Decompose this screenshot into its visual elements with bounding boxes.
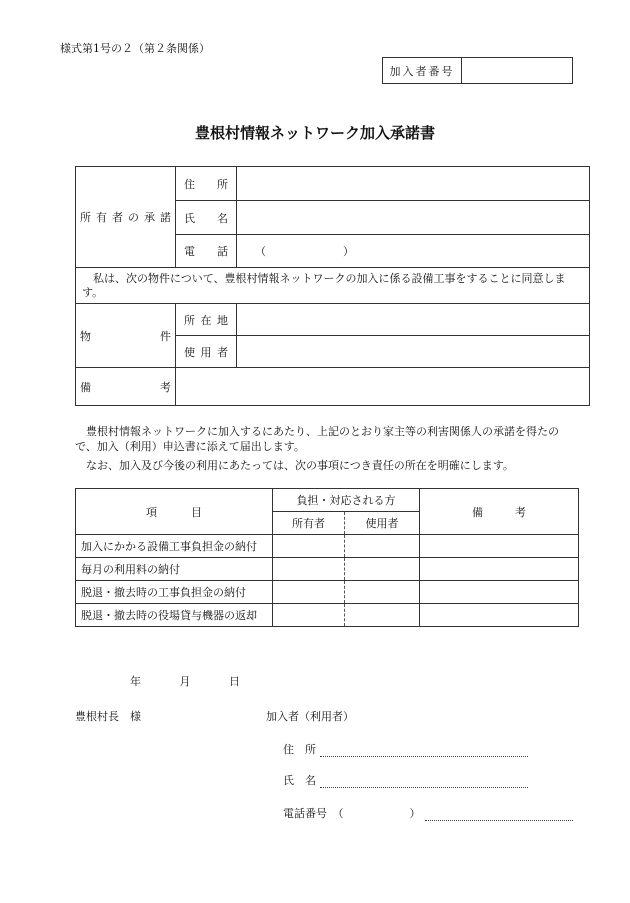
applicant-phone-field[interactable] (425, 805, 574, 821)
applicant-name-field[interactable] (320, 772, 528, 788)
date-day: 日 (229, 675, 240, 688)
intro-paragraph-2: なお、加入及び今後の利用にあたっては、次の事項につき責任の所在を明確にします。 (75, 459, 514, 472)
member-number-label: 加入者番号 (383, 58, 462, 84)
date-line (130, 673, 240, 689)
property-user-label: 使 用 者 (176, 336, 237, 368)
owner-consent-label (76, 167, 176, 268)
table-row (76, 604, 579, 627)
header-owner: 所有者 (273, 512, 345, 535)
owner-cell[interactable] (273, 535, 345, 558)
applicant-name-label: 氏 名 (283, 774, 316, 787)
owner-address-label: 住 所 (176, 167, 237, 201)
owner-address-field[interactable] (237, 167, 590, 201)
remarks-cell[interactable] (420, 535, 579, 558)
owner-cell[interactable] (273, 581, 345, 604)
date-month: 月 (179, 675, 191, 688)
row-item: 加入にかかる設備工事負担金の納付 (76, 535, 273, 558)
table-row (76, 581, 579, 604)
header-remarks: 備 考 (420, 489, 579, 535)
property-user-field[interactable] (237, 336, 590, 368)
row-item: 毎月の利用料の納付 (76, 558, 273, 581)
table-row (76, 558, 579, 581)
header-item: 項 目 (76, 489, 273, 535)
row-item: 脱退・撤去時の役場貸与機器の返却 (76, 604, 273, 627)
property-location-label: 所 在 地 (176, 304, 237, 336)
remarks-cell[interactable] (420, 604, 579, 627)
property-label (76, 304, 176, 368)
applicant-phone-line[interactable] (283, 805, 573, 821)
date-year: 年 (130, 675, 141, 688)
owner-phone-label: 電 話 (176, 235, 237, 268)
addressee: 豊根村長 様 (75, 710, 141, 723)
member-number-box (382, 57, 573, 84)
consent-table (75, 166, 590, 406)
owner-phone-field[interactable]: （ ） (237, 235, 590, 268)
form-number: 様式第1号の２（第２条関係） (60, 42, 210, 55)
intro-paragraph-1: 豊根村情報ネットワークに加入するにあたり、上記のとおり家主等の利害関係人の承諾を得たので、加入（利用）申込書に添えて届出します。 (75, 425, 559, 453)
header-user: 使用者 (345, 512, 420, 535)
remarks-label-text: 備 考 (80, 380, 171, 394)
applicant-address-label: 住 所 (283, 743, 316, 756)
property-location-field[interactable] (237, 304, 590, 336)
row-item: 脱退・撤去時の工事負担金の納付 (76, 581, 273, 604)
applicant-address-line[interactable] (283, 741, 528, 757)
applicant-address-field[interactable] (320, 741, 528, 757)
user-cell[interactable] (345, 558, 420, 581)
responsibility-table (75, 488, 579, 627)
user-cell[interactable] (345, 604, 420, 627)
member-number-field[interactable] (462, 58, 573, 84)
applicant-phone-label: 電話番号 （ ） (283, 807, 421, 820)
applicant-name-line[interactable] (283, 772, 528, 788)
remarks-field[interactable] (176, 368, 590, 406)
table-row (76, 535, 579, 558)
owner-cell[interactable] (273, 558, 345, 581)
remarks-cell[interactable] (420, 581, 579, 604)
consent-statement: 私は、次の物件について、豊根村情報ネットワークの加入に係る設備工事をすることに同意します。 (76, 268, 590, 304)
owner-cell[interactable] (273, 604, 345, 627)
remarks-label (76, 368, 176, 406)
property-label-text: 物 件 (80, 329, 171, 343)
user-cell[interactable] (345, 581, 420, 604)
owner-consent-text: 所 有 者 の 承 諾 (80, 211, 171, 224)
header-burden: 負担・対応される方 (273, 489, 420, 512)
remarks-cell[interactable] (420, 558, 579, 581)
owner-name-field[interactable] (237, 201, 590, 235)
applicant-label: 加入者（利用者） (266, 710, 354, 723)
owner-name-label: 氏 名 (176, 201, 237, 235)
document-title: 豊根村情報ネットワーク加入承諾書 (194, 124, 435, 142)
user-cell[interactable] (345, 535, 420, 558)
